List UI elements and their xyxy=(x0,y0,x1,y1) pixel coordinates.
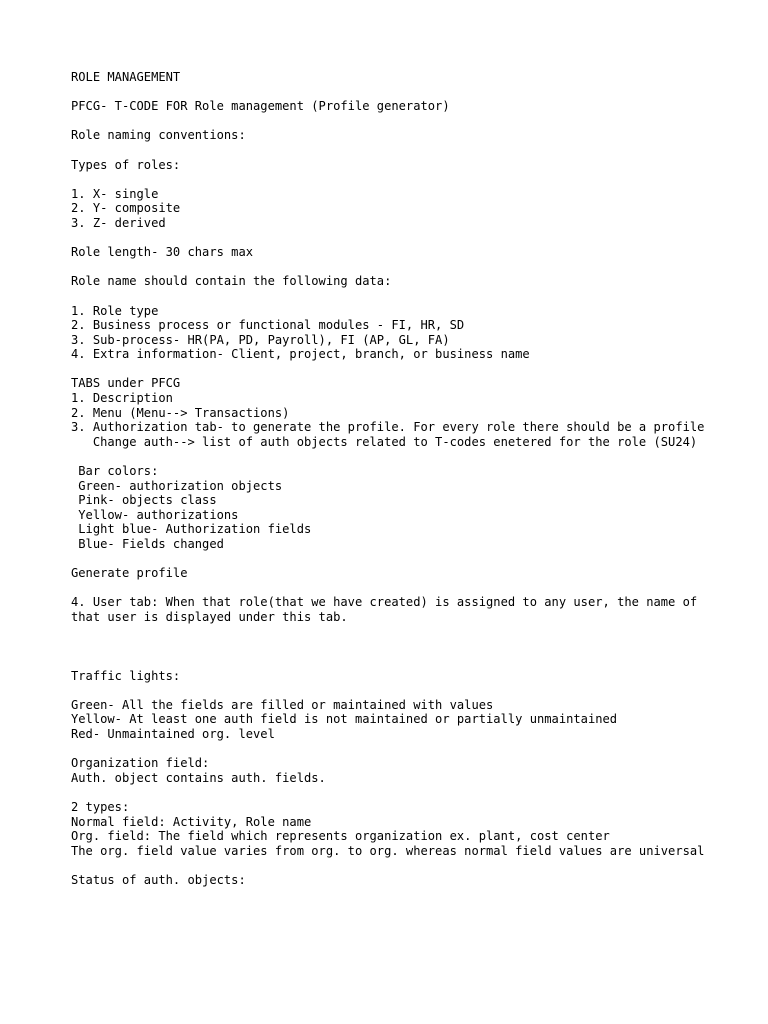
role-name-item: 2. Business process or functional modules - FI, HR, SD xyxy=(71,318,465,333)
tabs-heading: TABS under PFCG xyxy=(71,376,181,391)
role-type-item: 1. X- single xyxy=(71,186,159,201)
tab-item: 2. Menu (Menu--> Transactions) xyxy=(71,405,290,420)
two-types-item: Normal field: Activity, Role name xyxy=(71,814,312,829)
role-type-item: 2. Y- composite xyxy=(71,201,181,216)
role-name-item: 4. Extra information- Client, project, branch, or business name xyxy=(71,347,530,362)
role-name-heading: Role name should contain the following data: xyxy=(71,274,392,289)
user-tab-paragraph: 4. User tab: When that role(that we have created) is assigned to any user, the name of that user is displayed under this tab. xyxy=(71,595,705,624)
pfcg-line: PFCG- T-CODE FOR Role management (Profile generator) xyxy=(71,99,450,114)
bar-color-item: Yellow- authorizations xyxy=(71,507,239,522)
org-field-heading: Organization field: xyxy=(71,756,210,771)
traffic-light-item: Red- Unmaintained org. level xyxy=(71,726,275,741)
role-type-item: 3. Z- derived xyxy=(71,215,166,230)
role-length: Role length- 30 chars max xyxy=(71,245,254,260)
types-heading: Types of roles: xyxy=(71,157,181,172)
naming-heading: Role naming conventions: xyxy=(71,128,246,143)
role-name-item: 3. Sub-process- HR(PA, PD, Payroll), FI (AP, GL, FA) xyxy=(71,332,450,347)
bar-color-item: Pink- objects class xyxy=(71,493,217,508)
tab-item: Change auth--> list of auth objects related to T-codes enetered for the role (SU24) xyxy=(71,434,698,449)
tab-item: 3. Authorization tab- to generate the profile. For every role there should be a profile xyxy=(71,420,705,435)
two-types-heading: 2 types: xyxy=(71,799,130,814)
tab-item: 1. Description xyxy=(71,391,173,406)
traffic-light-item: Yellow- At least one auth field is not maintained or partially unmaintained xyxy=(71,712,618,727)
document-page xyxy=(71,70,711,887)
two-types-item: Org. field: The field which represents organization ex. plant, cost center xyxy=(71,829,610,844)
generate-profile: Generate profile xyxy=(71,566,188,581)
traffic-heading: Traffic lights: xyxy=(71,668,181,683)
status-heading: Status of auth. objects: xyxy=(71,872,246,887)
bar-colors-heading: Bar colors: xyxy=(71,464,159,479)
traffic-light-item: Green- All the fields are filled or maintained with values xyxy=(71,697,494,712)
bar-color-item: Blue- Fields changed xyxy=(71,537,224,551)
two-types-item: The org. field value varies from org. to org. whereas normal field values are universal xyxy=(71,843,705,858)
role-name-item: 1. Role type xyxy=(71,303,159,318)
document-title: ROLE MANAGEMENT xyxy=(71,70,181,84)
bar-color-item: Green- authorization objects xyxy=(71,478,283,493)
org-field-desc: Auth. object contains auth. fields. xyxy=(71,770,326,785)
bar-color-item: Light blue- Authorization fields xyxy=(71,522,312,537)
